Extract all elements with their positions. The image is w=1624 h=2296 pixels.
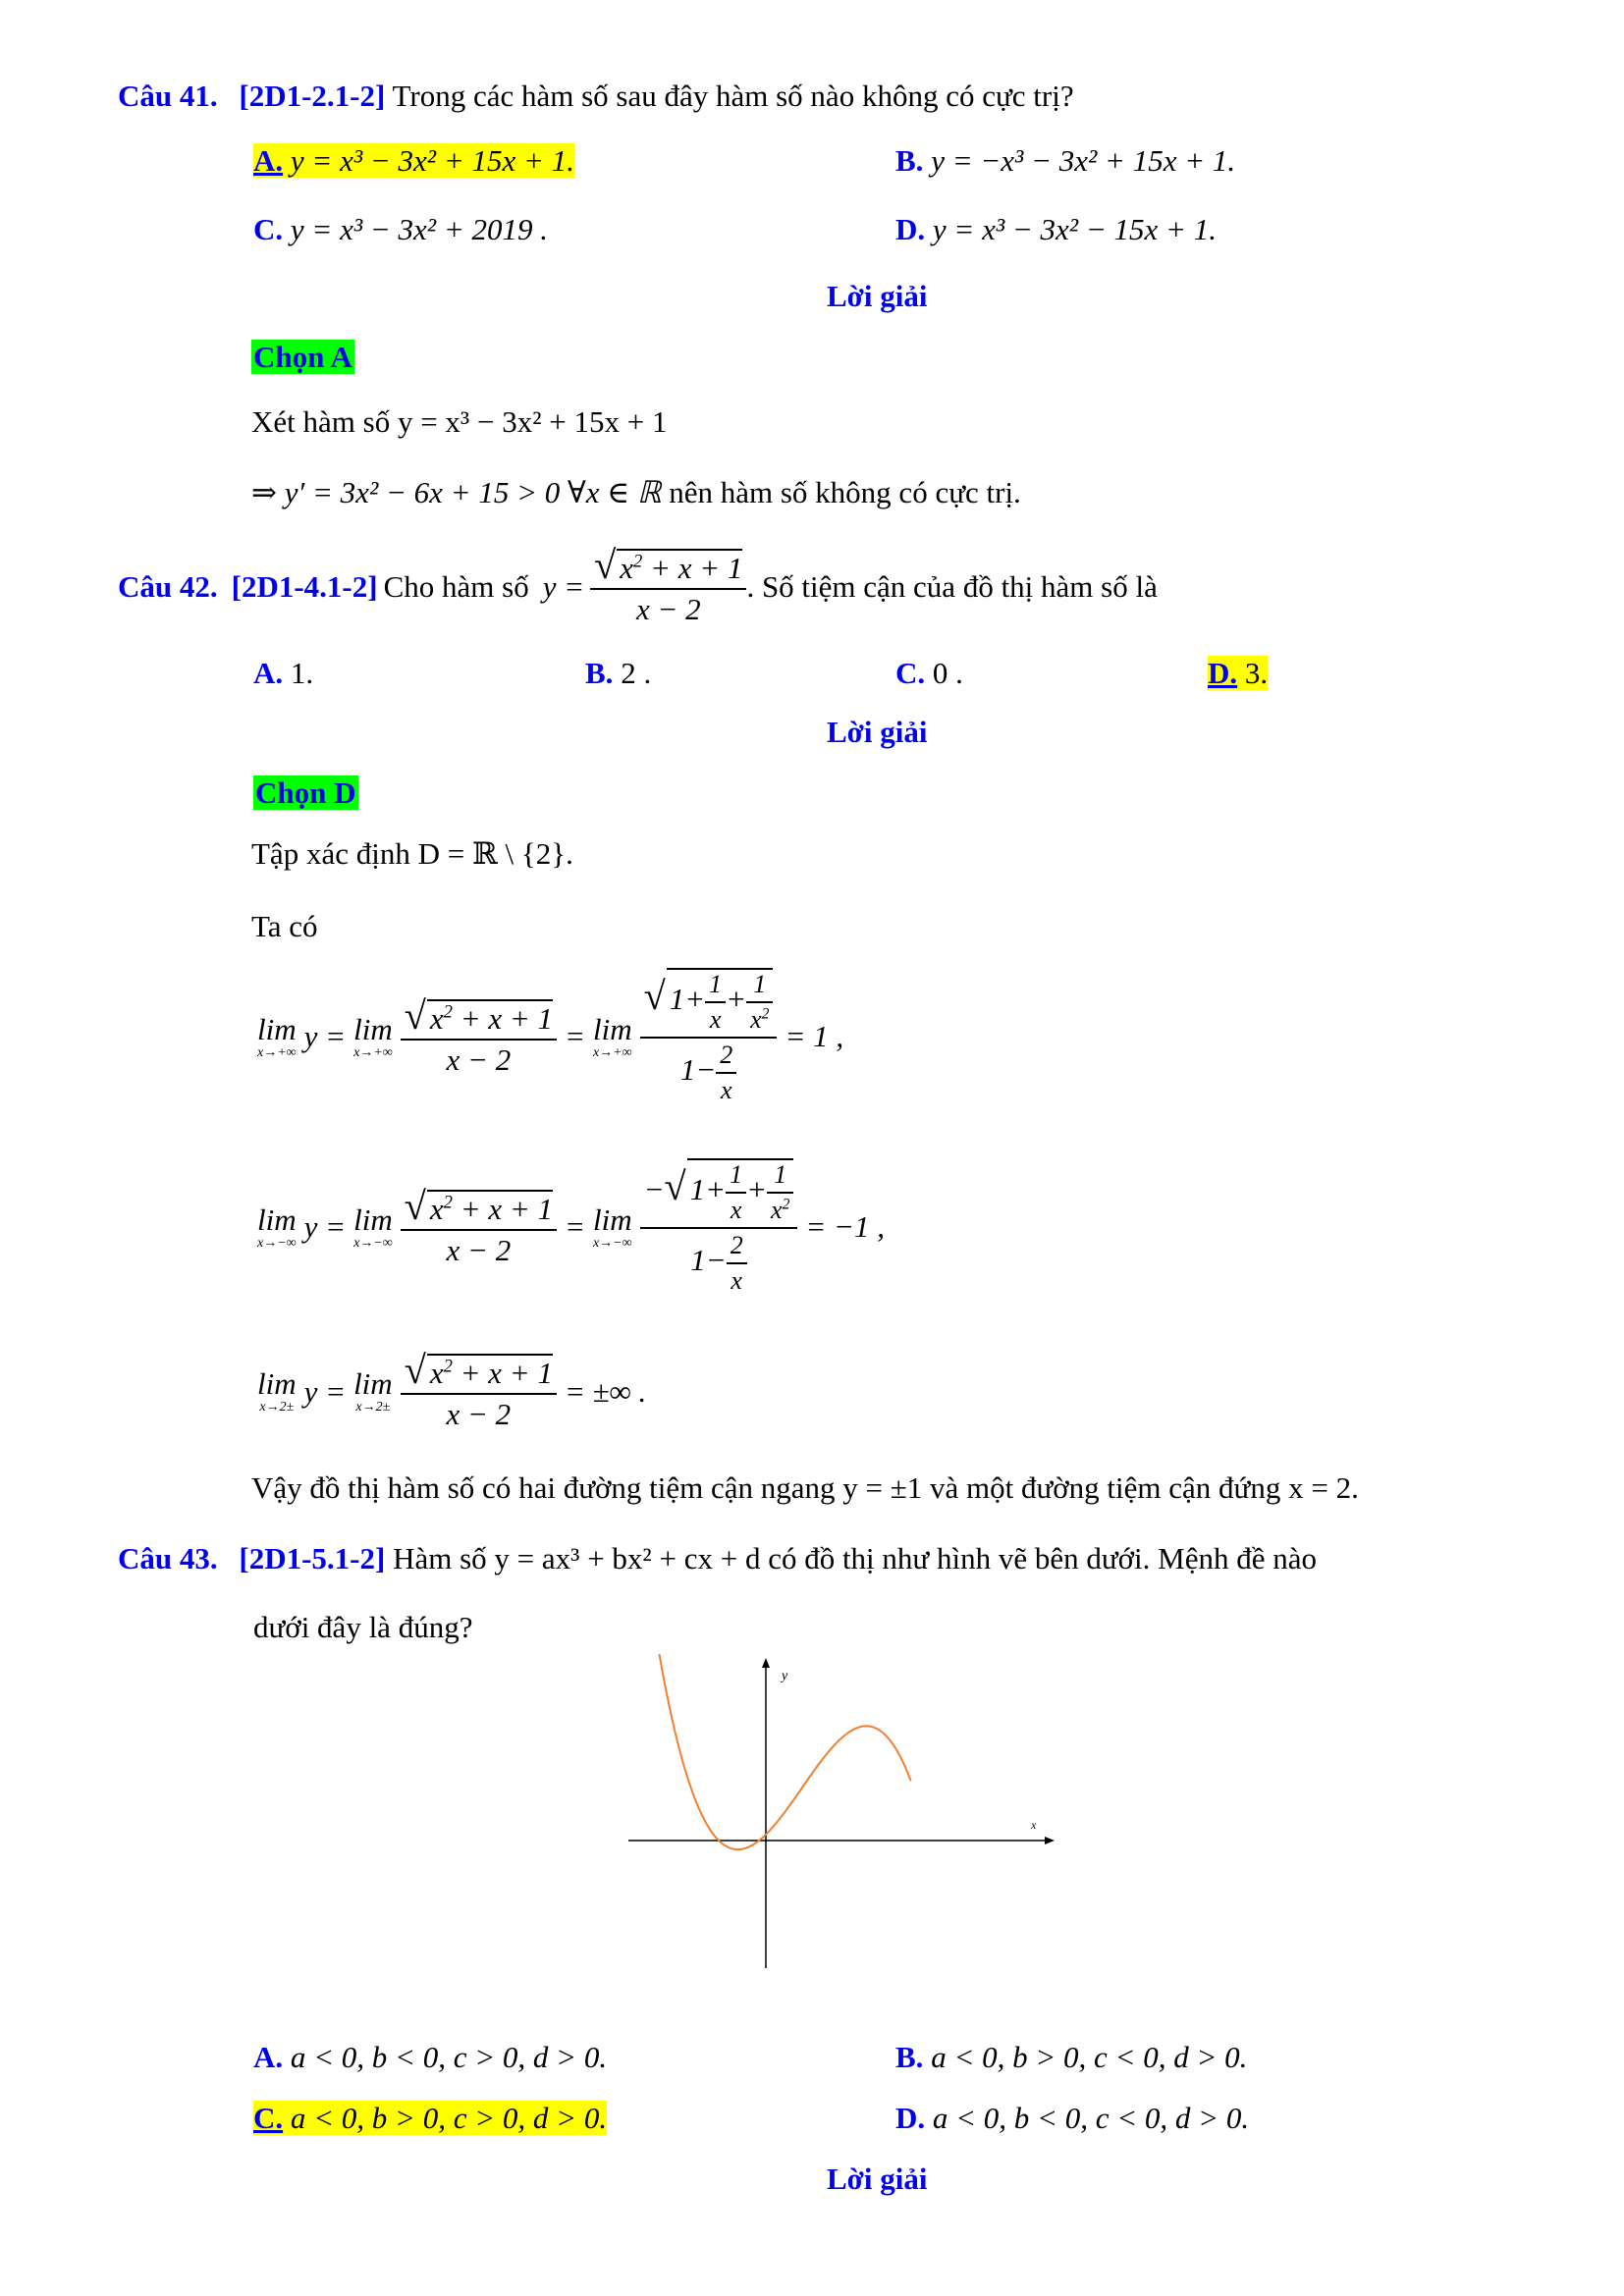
q43-text-line2: dưới đây là đúng?: [253, 1610, 473, 1644]
option-expr: y = x³ − 3x² − 15x + 1.: [932, 212, 1217, 246]
q42-tag: [2D1-4.1-2]: [231, 568, 378, 604]
q41-text: Trong các hàm số sau đây hàm số nào không có cực trị?: [392, 79, 1074, 113]
option-expr: y = −x³ − 3x² + 15x + 1.: [931, 143, 1236, 178]
x-axis-arrow-icon: [1045, 1837, 1055, 1844]
option-label: B.: [895, 2040, 924, 2074]
option-label: B.: [895, 143, 924, 178]
q41-option-c[interactable]: [253, 212, 548, 247]
q43-solution-title: Lời giải: [827, 2162, 928, 2196]
conclusion-text: nên hàm số không có cực trị.: [661, 475, 1021, 509]
chosen-answer: Chọn A: [253, 340, 352, 374]
option-expr: 3.: [1244, 656, 1269, 690]
y-axis-label: y: [782, 1669, 788, 1683]
q43-stem: [118, 1541, 1317, 1576]
option-label: A.: [253, 656, 284, 690]
limit-result: = 1 ,: [785, 1019, 844, 1053]
option-label: A.: [253, 143, 284, 178]
option-expr: 1.: [290, 656, 314, 690]
q42-solution-title: Lời giải: [827, 715, 928, 749]
limit-subscript: x→+∞: [257, 1044, 297, 1060]
q41-solution-line2: [251, 475, 1021, 510]
option-expr: 0 .: [932, 656, 963, 690]
q42-taco: Ta có: [251, 909, 318, 943]
q42-option-c[interactable]: [895, 656, 963, 691]
q42-option-a[interactable]: [253, 656, 313, 691]
y-axis-arrow-icon: [762, 1658, 770, 1668]
x-axis-label: x: [1031, 1818, 1037, 1832]
q41-stem: [118, 79, 1074, 114]
q43-tag: [2D1-5.1-2]: [239, 1541, 386, 1575]
option-label: C.: [253, 212, 284, 246]
q42-domain: Tập xác định D = ℝ \ {2}.: [251, 836, 573, 871]
limit-subscript: x→2±: [259, 1400, 295, 1415]
q43-text: Hàm số y = ax³ + bx² + cx + d có đồ thị như hình vẽ bên dưới. Mệnh đề nào: [393, 1541, 1318, 1575]
option-label: D.: [895, 2101, 926, 2135]
q41-solution-title: Lời giải: [827, 279, 928, 313]
option-expr: 2 .: [621, 656, 652, 690]
option-expr: a < 0, b > 0, c < 0, d > 0.: [931, 2040, 1248, 2074]
option-expr: y = x³ − 3x² + 2019 .: [290, 212, 549, 246]
q42-text-after: . Số tiệm cận của đồ thị hàm số là: [746, 568, 1158, 604]
option-expr: a < 0, b < 0, c > 0, d > 0.: [290, 2040, 608, 2074]
q42-limit-plus-inf: lim x→+∞ y = lim x→+∞ $\frac{√ x^2 + x + 1}{x - 2}$ = lim x→+∞ √ 1+ $\frac{1}{x}$ + $\frac{1}{x^2}$ 1− $\frac{2}{x}$ = 1 ,: [257, 970, 844, 1104]
option-expr: a < 0, b < 0, c < 0, d > 0.: [932, 2101, 1250, 2135]
option-label: B.: [585, 656, 614, 690]
option-label: C.: [253, 2101, 284, 2135]
derivative-expr: ⇒ y′ = 3x² − 6x + 15 > 0 ∀x ∈ ℝ: [251, 475, 662, 509]
q42-number: Câu 42.: [118, 568, 218, 604]
option-label: D.: [1208, 656, 1238, 690]
q42-option-d[interactable]: [1208, 656, 1268, 691]
chosen-answer: Chọn D: [255, 775, 356, 810]
q43-option-a[interactable]: [253, 2040, 607, 2075]
q42-limit-minus-inf: lim x→−∞ y = lim x→−∞ $\frac{√ x^2 + x + 1}{x - 2}$ = lim x→−∞ −√ 1+ $\frac{1}{x}$ + $\frac{1}{x^2}$ 1− $\frac{2}{x}$ = −1 ,: [257, 1160, 885, 1295]
q42-stem: Câu 42. [2D1-4.1-2] Cho hàm số y = $\frac{√ x^2 + x + 1}{x - 2}$ . Số tiệm cận của đồ thị hàm số là: [118, 543, 1158, 626]
q42-limit-two: lim x→2± y = lim x→2± $\frac{√ x^2 + x + 1}{x - 2}$ = ±∞ .: [257, 1348, 647, 1431]
option-label: C.: [895, 656, 926, 690]
limit-result: = −1 ,: [805, 1209, 885, 1244]
q42-answer-badge: [253, 775, 358, 811]
q43-option-d[interactable]: [895, 2101, 1249, 2136]
q42-option-b[interactable]: [585, 656, 651, 691]
q42-function-fraction: $\frac{√ x^2 + x + 1}{x - 2}$: [590, 546, 746, 627]
q43-option-b[interactable]: [895, 2040, 1247, 2075]
cubic-curve: [641, 1654, 911, 1849]
q41-tag: [2D1-2.1-2]: [239, 79, 386, 113]
q43-graph: [619, 1654, 1060, 1978]
q41-option-b[interactable]: [895, 143, 1235, 179]
q41-option-a[interactable]: [253, 143, 574, 179]
limit-result: = ±∞ .: [564, 1373, 647, 1409]
q42-text-before: Cho hàm số: [383, 568, 529, 604]
option-expr: y = x³ − 3x² + 15x + 1.: [290, 143, 574, 178]
option-expr: a < 0, b > 0, c > 0, d > 0.: [290, 2101, 608, 2135]
limit-subscript: x→−∞: [257, 1235, 297, 1251]
q43-option-c[interactable]: [253, 2101, 607, 2136]
option-label: A.: [253, 2040, 284, 2074]
q41-number: Câu 41.: [118, 79, 218, 113]
option-label: D.: [895, 212, 926, 246]
q43-number: Câu 43.: [118, 1541, 218, 1575]
q41-solution-line1: Xét hàm số y = x³ − 3x² + 15x + 1: [251, 404, 668, 439]
q42-conclusion: Vậy đồ thị hàm số có hai đường tiệm cận ngang y = ±1 và một đường tiệm cận đứng x = 2.: [251, 1470, 1359, 1505]
q41-answer-badge: [251, 340, 354, 375]
q41-option-d[interactable]: [895, 212, 1217, 247]
